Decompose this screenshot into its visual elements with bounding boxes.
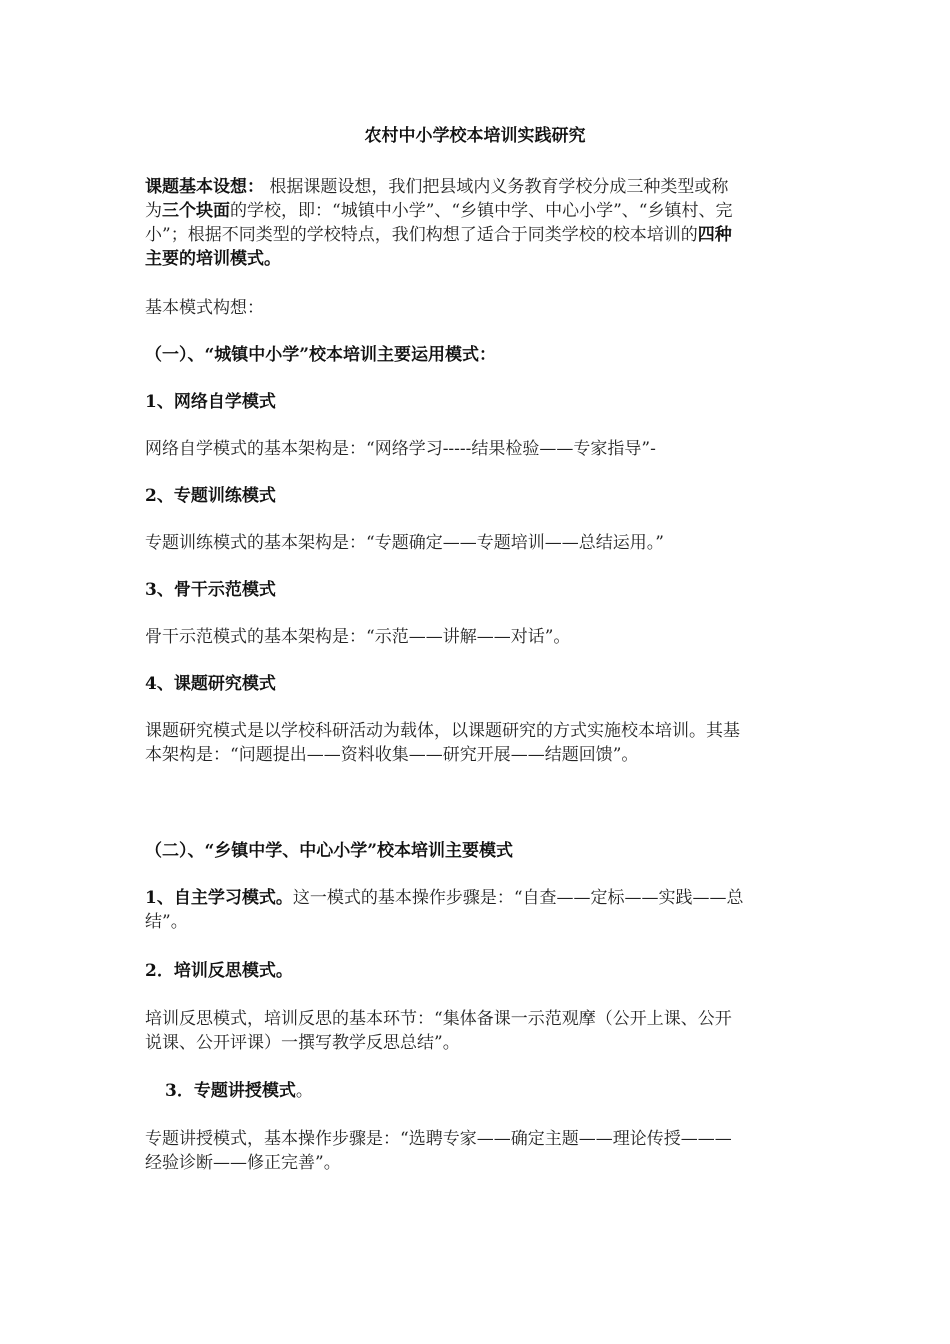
intro-line3-bold: 四种 xyxy=(697,225,732,245)
intro-line-3 xyxy=(145,224,815,246)
s2-mode2-title: 2．培训反思模式。 xyxy=(145,961,293,981)
s1-mode4-title: 4、课题研究模式 xyxy=(145,674,276,694)
s2-mode2-text-2: 说课、公开评课）一撰写教学反思总结”。 xyxy=(145,1033,460,1053)
s2-mode3-text-2: 经验诊断——修正完善”。 xyxy=(145,1153,341,1173)
s2-mode3-title: 3．专题讲授模式 xyxy=(165,1081,296,1101)
s2-mode1-line-1 xyxy=(145,887,815,909)
intro-label: 课题基本设想： xyxy=(145,177,264,197)
intro-line-1 xyxy=(145,176,815,198)
intro-line2-bold: 三个块面 xyxy=(162,201,230,221)
s2-mode2-text-1: 培训反思模式，培训反思的基本环节：“集体备课一示范观摩（公开上课、公开 xyxy=(145,1009,732,1029)
s1-mode4-text-1: 课题研究模式是以学校科研活动为载体，以课题研究的方式实施校本培训。其基 xyxy=(145,721,740,741)
intro-line2-pre: 为 xyxy=(145,201,162,221)
intro-line3-pre: 小”；根据不同类型的学校特点，我们构想了适合于同类学校的校本培训的 xyxy=(145,225,698,245)
document-title: 农村中小学校本培训实践研究 xyxy=(364,126,586,146)
intro-line-4: 主要的培训模式。 xyxy=(145,249,281,269)
s1-mode1-title: 1、网络自学模式 xyxy=(145,392,276,412)
s1-mode1-text: 网络自学模式的基本架构是：“网络学习-----结果检验——专家指导”- xyxy=(145,439,656,459)
s2-mode1-title: 1、自主学习模式。 xyxy=(145,888,293,908)
intro-line2-post: 的学校，即：“城镇中小学”、“乡镇中学、中心小学”、“乡镇村、完 xyxy=(230,201,733,221)
section1-heading: （一）、“城镇中小学”校本培训主要运用模式： xyxy=(145,345,497,365)
section2-heading: （二）、“乡镇中学、中心小学”校本培训主要模式 xyxy=(145,841,514,861)
s1-mode3-text: 骨干示范模式的基本架构是：“示范——讲解——对话”。 xyxy=(145,627,571,647)
s1-mode2-text: 专题训练模式的基本架构是：“专题确定——专题培训——总结运用。” xyxy=(145,533,664,553)
s2-mode3-title-end: 。 xyxy=(295,1081,313,1101)
s2-mode3-title-line xyxy=(165,1080,835,1102)
s2-mode1-text-2: 结”。 xyxy=(145,912,188,932)
s2-mode3-text-1: 专题讲授模式，基本操作步骤是：“选聘专家——确定主题——理论传授——— xyxy=(145,1129,732,1149)
s1-mode3-title: 3、骨干示范模式 xyxy=(145,580,276,600)
intro-line1-text: 根据课题设想，我们把县域内义务教育学校分成三种类型或称 xyxy=(264,177,729,197)
basic-modes-label: 基本模式构想： xyxy=(145,298,264,318)
s2-mode1-text-1: 这一模式的基本操作步骤是：“自查——定标——实践——总 xyxy=(292,888,744,908)
s1-mode2-title: 2、专题训练模式 xyxy=(145,486,276,506)
s1-mode4-text-2: 本架构是：“问题提出——资料收集——研究开展——结题回馈”。 xyxy=(145,745,639,765)
intro-line-2 xyxy=(145,200,815,222)
